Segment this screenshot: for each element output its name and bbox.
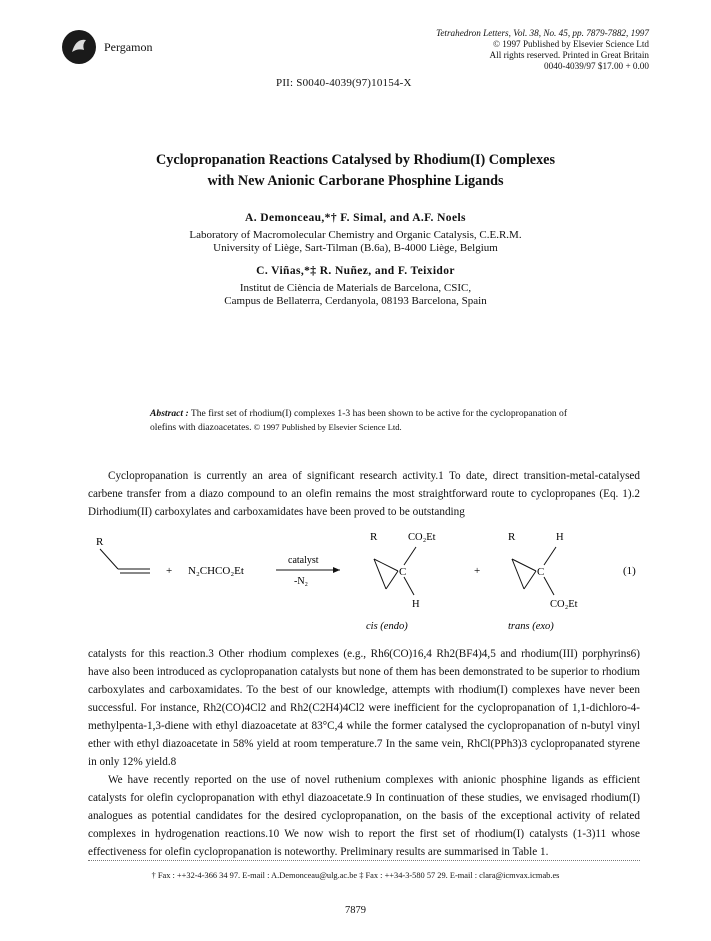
journal-copyright: © 1997 Published by Elsevier Science Ltd <box>493 39 649 49</box>
trans-c: C <box>537 566 545 578</box>
cis-ring-right <box>386 571 398 589</box>
affiliation-2 <box>0 282 711 307</box>
cis-h: H <box>412 599 420 610</box>
paper-title <box>0 150 711 192</box>
paragraph-1-text: Cyclopropanation is currently an area of significant research activity.1 To date, direct transition-metal-catalysed carbene transfer from a diazo compound to an olefin remains the most straightforward route to cyclopropanes (Eq. 1).2 Dirhodium(II) carboxylates and carboxamidates have been proved to be outstanding <box>88 470 640 518</box>
body-paragraph-1 <box>88 467 640 521</box>
cis-c: C <box>399 566 407 578</box>
publisher-logo <box>62 30 96 64</box>
reaction-scheme <box>88 523 648 633</box>
cis-r: R <box>370 531 378 543</box>
abstract <box>150 408 580 434</box>
abstract-copyright: © 1997 Published by Elsevier Science Ltd. <box>251 421 402 432</box>
cis-bond-down <box>404 577 414 595</box>
trans-r: R <box>508 531 516 543</box>
journal-citation: Tetrahedron Letters, Vol. 38, No. 45, pp. 7879-7882, 1997 <box>436 28 649 38</box>
cis-bond-up <box>404 547 416 565</box>
catalyst-label: catalyst <box>288 555 319 566</box>
trans-label: trans (exo) <box>508 621 554 632</box>
affiliation-2-line-2: Campus de Bellaterra, Cerdanyola, 08193 Barcelona, Spain <box>224 294 487 307</box>
paragraph-3-text: We have recently reported on the use of novel ruthenium complexes with anionic phosphine ligands as efficient catalysts for olefin cyclopropanation with ethyl diazoacetate.9 In continuation of these studies, we envisaged rhodium(I) analogues as potential candidates for the desired cyclopropanation, on the basis of the exceptional activity of related complexes in hydrogenation reactions.10 We now wish to report the first set of rhodium(I) catalysts (1-3)11 whose effectiveness for olefin cyclopropanation is noteworthy. Preliminary results are summarised in Table 1. <box>88 774 640 858</box>
footnote-rule <box>88 860 640 861</box>
trans-bond-down <box>544 577 554 595</box>
trans-bond-up <box>544 547 556 565</box>
plus-1: + <box>166 565 173 577</box>
title-line-1: Cyclopropanation Reactions Catalysed by Rhodium(I) Complexes <box>156 152 555 168</box>
equation-number: (1) <box>623 565 636 577</box>
paragraph-2-text: catalysts for this reaction.3 Other rhodium complexes (e.g., Rh6(CO)16,4 Rh2(BF4)4,5 and rhodium(III) porphyrins6) have also been introduced as cyclopropanation catalysts but none of them has been demonstrated to be superior to rhodium carboxylates and carboxamidates. To the best of our knowledge, attempts with rhodium(I) complexes have never been successful. For instance, Rh2(CO)4Cl2 and Rh2(C2H4)4Cl2 were inefficient for the cyclopropanation of 1,1-dichloro-4-methylpenta-1,3-diene with ethyl diazoacetate at 83°C,4 while the former catalysed the cyclopropanation of n-butyl vinyl ether with ethyl diazoacetate in 58% yield at room temperature.7 In the same vein, RhCl(PPh3)3 cyclopropanated styrene in only 12% yield.8 <box>88 648 640 768</box>
trans-h: H <box>556 532 564 543</box>
affiliation-1-line-2: University of Liège, Sart-Tilman (B.6a), B-4000 Liège, Belgium <box>213 241 498 254</box>
cis-label: cis (endo) <box>366 621 408 632</box>
cis-co2et: CO₂Et <box>408 532 436 543</box>
publisher-name: Pergamon <box>104 40 153 54</box>
journal-issn: 0040-4039/97 $17.00 + 0.00 <box>544 61 649 71</box>
journal-rights: All rights reserved. Printed in Great Britain <box>489 50 649 60</box>
body-paragraphs-2-3 <box>88 645 640 861</box>
olefin-bond-1 <box>100 549 118 569</box>
abstract-label: Abstract : <box>150 408 189 419</box>
abstract-text: The first set of rhodium(I) complexes 1-3 has been shown to be active for the cyclopropanation of olefins with diazoacetates. <box>150 408 568 433</box>
trans-co2et: CO₂Et <box>550 599 578 610</box>
trans-ring-right <box>524 571 536 589</box>
authors-group-1: A. Demonceau,*† F. Simal, and A.F. Noels <box>245 212 466 224</box>
reaction-arrowhead <box>333 567 340 573</box>
trans-ring-left <box>512 559 524 589</box>
title-line-2: with New Anionic Carborane Phosphine Ligands <box>207 173 504 189</box>
byproduct-label: -N₂ <box>294 576 309 587</box>
diazo-reagent: N₂CHCO₂Et <box>188 565 244 577</box>
olefin-r: R <box>96 536 104 548</box>
affiliation-1 <box>0 229 711 254</box>
cis-ring-left <box>374 559 386 589</box>
affiliation-2-line-1: Institut de Ciència de Materials de Barcelona, CSIC, <box>239 282 472 294</box>
affiliation-1-line-1: Laboratory of Macromolecular Chemistry and Organic Catalysis, C.E.R.M. <box>189 229 522 241</box>
footnote: † Fax : ++32-4-366 34 97. E-mail : A.Demonceau@ulg.ac.be ‡ Fax : ++34-3-580 57 29. E-mail : clara@icmvax.icmab.es <box>151 871 560 880</box>
plus-2: + <box>474 565 481 577</box>
journal-info <box>436 28 649 72</box>
authors-group-2: C. Viñas,*‡ R. Nuñez, and F. Teixidor <box>256 265 455 277</box>
pii: PII: S0040-4039(97)10154-X <box>276 77 412 89</box>
page-number: 7879 <box>345 905 366 916</box>
